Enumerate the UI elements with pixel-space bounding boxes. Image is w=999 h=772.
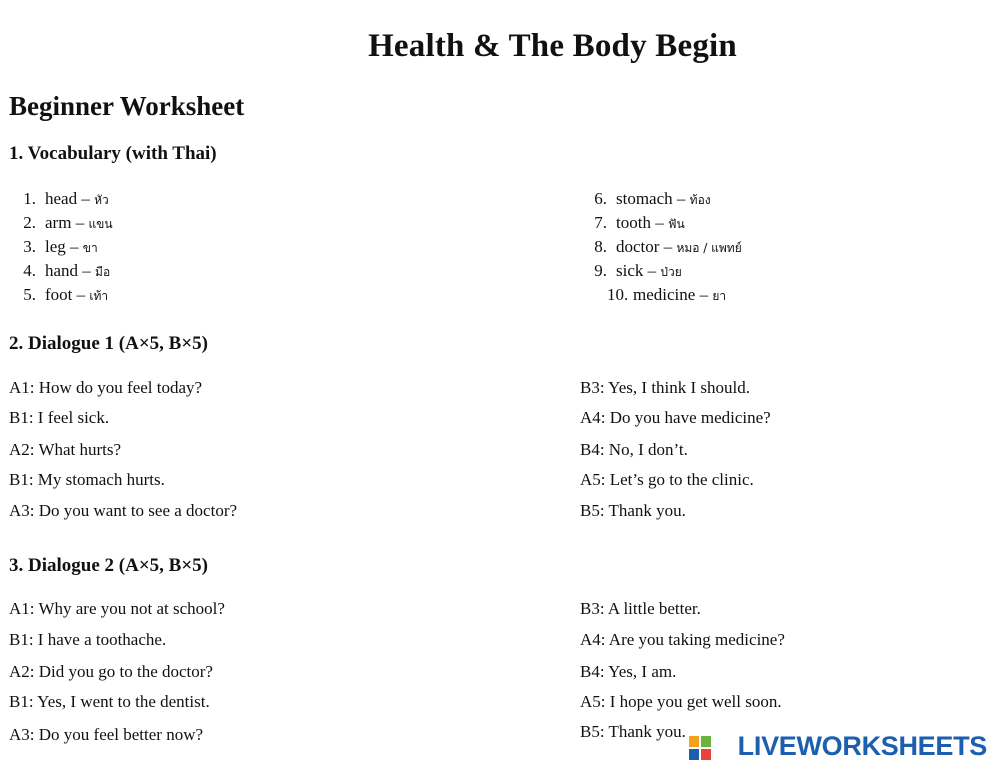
dialogue-line: A3: Do you want to see a doctor? [9, 501, 238, 520]
dialogue-line: B3: Yes, I think I should. [580, 378, 751, 397]
dialogue-1-heading: 2. Dialogue 1 (A×5, B×5) [9, 333, 208, 354]
dialogue-line: B1: I feel sick. [9, 408, 110, 427]
dialogue-line: A5: I hope you get well soon. [580, 692, 782, 711]
dialogue-line: B3: A little better. [580, 599, 701, 618]
page-title: Health & The Body Begin [368, 28, 737, 64]
dialogue-line: B4: No, I don’t. [580, 440, 688, 459]
dialogue-2-heading: 3. Dialogue 2 (A×5, B×5) [9, 555, 208, 576]
liveworksheets-watermark: LIVEWORKSHEETS [737, 731, 987, 761]
vocab-item: 7. tooth – ฟัน [594, 213, 685, 232]
vocab-item: 3. leg – ขา [23, 237, 98, 256]
dialogue-line: A1: Why are you not at school? [9, 599, 225, 618]
dialogue-line: B1: Yes, I went to the dentist. [9, 692, 210, 711]
vocab-item: 10. medicine – ยา [607, 285, 727, 304]
vocab-item: 4. hand – มือ [23, 261, 111, 280]
dialogue-line: A1: How do you feel today? [9, 378, 203, 397]
vocab-item: 9. sick – ป่วย [594, 261, 682, 280]
dialogue-line: B5: Thank you. [580, 501, 686, 520]
dialogue-line: A5: Let’s go to the clinic. [580, 470, 754, 489]
dialogue-line: B1: My stomach hurts. [9, 470, 165, 489]
dialogue-line: B5: Thank you. [580, 722, 686, 741]
vocab-item: 8. doctor – หมอ / แพทย์ [594, 237, 742, 256]
vocab-item: 5. foot – เท้า [23, 285, 109, 304]
dialogue-line: B1: I have a toothache. [9, 630, 167, 649]
vocab-item: 1. head – หัว [23, 189, 109, 208]
vocab-item: 6. stomach – ท้อง [594, 189, 711, 208]
worksheet-subtitle: Beginner Worksheet [9, 91, 245, 121]
dialogue-line: A4: Do you have medicine? [580, 408, 771, 427]
liveworksheets-logo-icon [689, 736, 711, 760]
vocab-item: 2. arm – แขน [23, 213, 113, 232]
vocabulary-heading: 1. Vocabulary (with Thai) [9, 143, 217, 164]
dialogue-line: A3: Do you feel better now? [9, 725, 204, 744]
dialogue-line: A2: What hurts? [9, 440, 122, 459]
dialogue-line: A4: Are you taking medicine? [580, 630, 785, 649]
dialogue-line: A2: Did you go to the doctor? [9, 662, 213, 681]
dialogue-line: B4: Yes, I am. [580, 662, 677, 681]
